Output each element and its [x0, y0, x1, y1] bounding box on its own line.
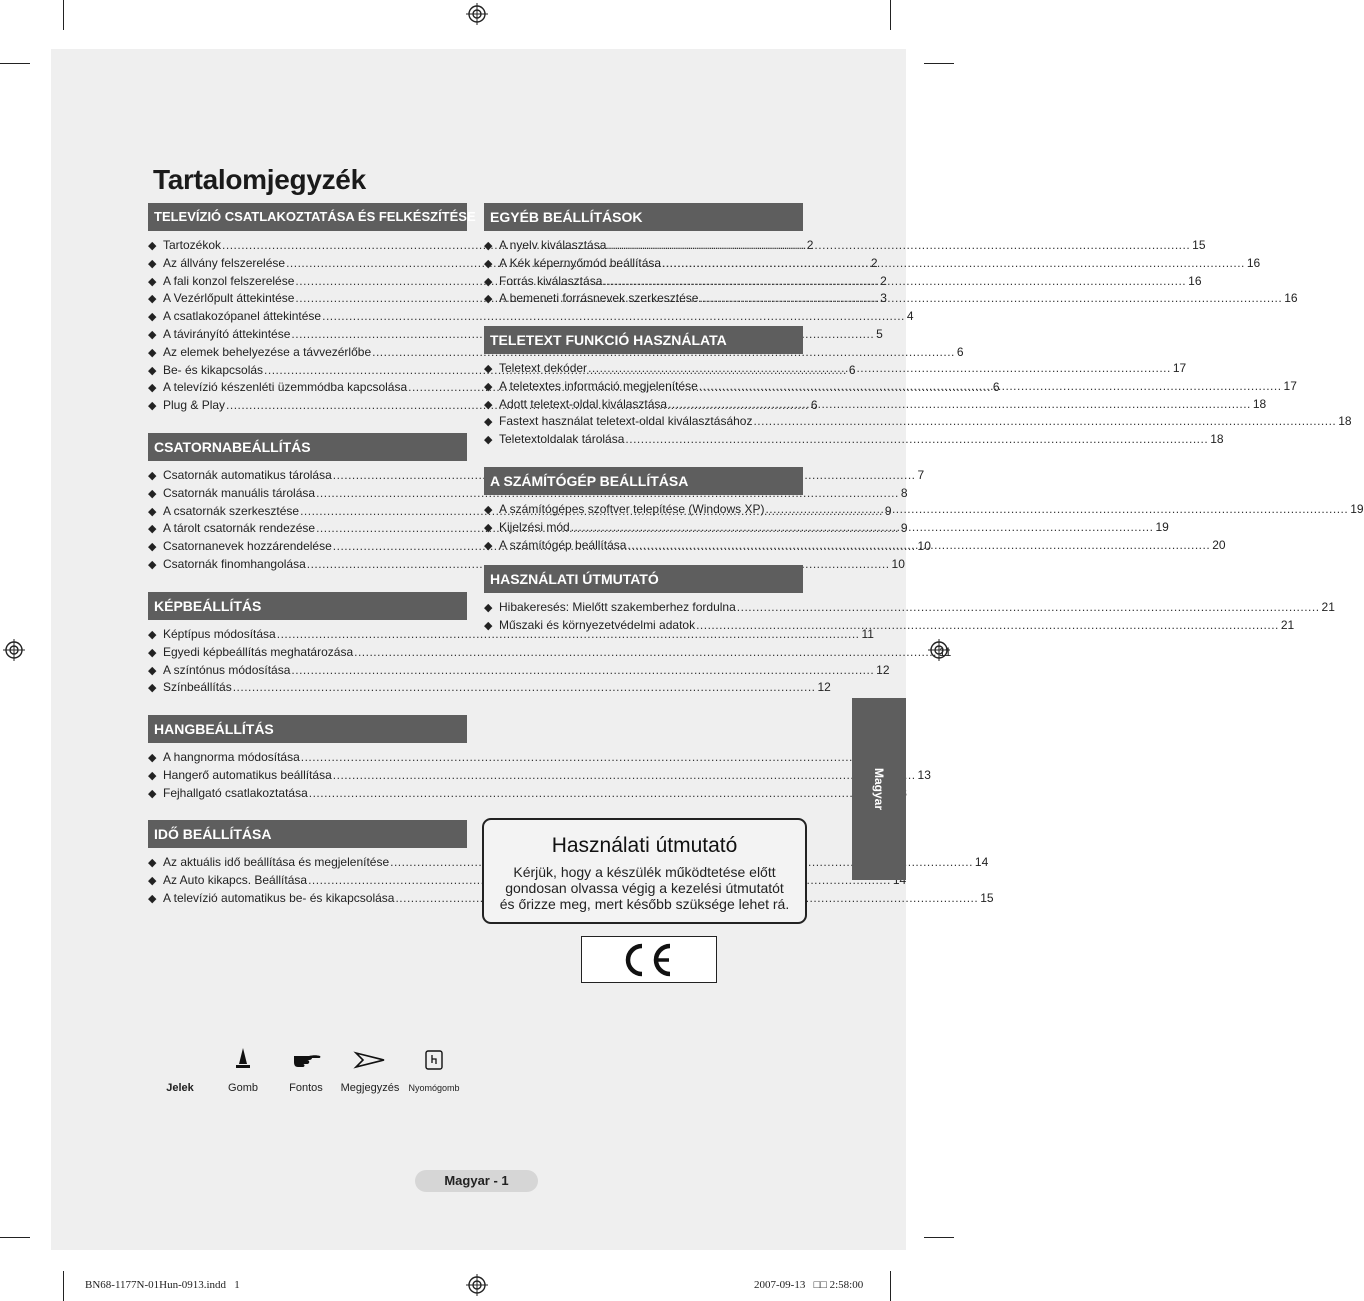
- crop-mark-top-right-v: [890, 0, 891, 30]
- toc-entry-label: Hibakeresés: Mielőtt szakemberhez fordulna: [499, 600, 736, 614]
- dot-leader: [607, 237, 1190, 255]
- diamond-bullet-icon: ◆: [148, 769, 157, 782]
- diamond-bullet-icon: ◆: [148, 382, 157, 395]
- toc-entry-page: 19: [1155, 519, 1169, 534]
- toc-entry-label: Kijelzési mód: [499, 519, 570, 534]
- dot-leader: [309, 785, 892, 803]
- guide-title: Használati útmutató: [551, 834, 738, 857]
- language-side-tab: [852, 698, 906, 880]
- toc-entry-label: Csatornák finomhangolása: [163, 556, 306, 571]
- toc-entry: [148, 679, 831, 697]
- toc-entry-label: A teletextes információ megjelenítése: [499, 378, 698, 393]
- toc-entry-label: Tartozékok: [163, 238, 222, 252]
- toc-entry-page: 12: [817, 680, 831, 695]
- toc-entry: [484, 501, 1364, 519]
- side-tab-label: Magyar: [872, 767, 886, 811]
- toc-entry-page: 15: [980, 890, 994, 905]
- toc-entry-label: A Kék képernyőmód beállítása: [499, 255, 662, 270]
- toc-entry-page: 4: [906, 309, 914, 324]
- toc-entry-page: 10: [917, 539, 931, 554]
- diamond-bullet-icon: ◆: [484, 275, 493, 288]
- toc-entry-page: 6: [992, 380, 1000, 395]
- toc-entry-label: A fali konzol felszerelése: [163, 273, 295, 288]
- dot-leader: [737, 599, 1320, 617]
- toc-entry: [148, 785, 467, 803]
- toc-entry-page: 2: [880, 273, 887, 288]
- section-heading: HANGBEÁLLÍTÁS: [148, 715, 467, 743]
- button-symbol-icon: [233, 1046, 253, 1072]
- dot-leader: [301, 749, 884, 767]
- guide-text-line: és őrizze meg, mert később szüksége lehet rá.: [499, 896, 790, 912]
- toc-entry-label: A Vezérlőpult áttekintése: [163, 291, 295, 306]
- toc-entry-label: Műszaki és környezetvédelmi adatok: [499, 617, 696, 632]
- toc-entry: [148, 767, 931, 785]
- diamond-bullet-icon: ◆: [484, 416, 493, 429]
- dot-leader: [699, 290, 1282, 308]
- toc-entry-label: Csatornák manuális tárolása: [163, 485, 316, 500]
- toc-entry-label: Hangerő automatikus beállítása: [163, 767, 332, 782]
- toc-entry-page: 2: [806, 238, 814, 252]
- toc-entry-page: 18: [1210, 432, 1224, 447]
- toc-entry: [148, 872, 467, 890]
- toc-entry-label: A hangnorma módosítása: [163, 750, 300, 764]
- diamond-bullet-icon: ◆: [148, 470, 157, 482]
- toc-entry-page: 16: [1284, 291, 1298, 306]
- pointing-hand-icon: [292, 1050, 322, 1068]
- guide-text-line: Kérjük, hogy a készülék működtetése előtt: [513, 864, 776, 880]
- push-button-icon: [425, 1050, 443, 1070]
- toc-entry-label: A televízió készenléti üzemmódba kapcsolása: [163, 380, 408, 395]
- toc-entry: [484, 413, 1352, 431]
- toc-entry-label: Színbeállítás: [163, 680, 232, 695]
- diamond-bullet-icon: ◆: [148, 328, 157, 341]
- toc-entry: [484, 290, 1298, 308]
- toc-entry-page: 15: [1192, 238, 1206, 252]
- dot-leader: [662, 255, 1245, 273]
- diamond-bullet-icon: ◆: [148, 874, 157, 887]
- toc-entry-label: A számítógép beállítása: [499, 537, 627, 552]
- toc-entry: [484, 360, 1187, 378]
- toc-list: [148, 626, 952, 697]
- toc-entry-page: 13: [917, 767, 931, 782]
- toc-entry-page: 9: [900, 521, 908, 536]
- diamond-bullet-icon: ◆: [148, 892, 157, 905]
- guide-text-line: gondosan olvassa végig a kezelési útmutatót: [505, 880, 784, 896]
- toc-entry-page: 16: [1246, 255, 1261, 270]
- toc-entry-page: 10: [891, 556, 905, 571]
- diamond-bullet-icon: ◆: [148, 487, 157, 500]
- guide-text: [484, 864, 805, 912]
- diamond-bullet-icon: ◆: [148, 857, 157, 869]
- ce-mark-icon: [582, 937, 716, 982]
- dot-leader: [322, 308, 905, 326]
- crop-mark-bottom-right-h: [924, 1237, 954, 1238]
- toc-entry: [484, 431, 1224, 449]
- crop-mark-bottom-left-h: [0, 1237, 30, 1238]
- diamond-bullet-icon: ◆: [148, 240, 157, 252]
- dot-leader: [603, 273, 1186, 291]
- dot-leader: [354, 644, 937, 662]
- toc-entry-page: 19: [1350, 502, 1364, 516]
- toc-entry-page: 8: [900, 485, 908, 500]
- section-heading: KÉPBEÁLLÍTÁS: [148, 592, 467, 620]
- print-slug-filename: BN68-1177N-01Hun-0913.indd 1: [85, 1279, 240, 1291]
- diamond-bullet-icon: ◆: [484, 257, 493, 270]
- toc-entry: [148, 556, 905, 574]
- diamond-bullet-icon: ◆: [148, 505, 157, 518]
- toc-entry-label: Az elemek behelyezése a távvezérlőbe: [163, 344, 372, 359]
- toc-entry-label: A számítógépes szoftver telepítése (Windows XP): [499, 502, 765, 516]
- crop-mark-bottom-right-v: [890, 1271, 891, 1301]
- diamond-bullet-icon: ◆: [148, 364, 157, 377]
- toc-entry-page: 6: [956, 344, 964, 359]
- dot-leader: [233, 679, 816, 697]
- toc-entry: [148, 662, 890, 680]
- toc-entry-page: 2: [870, 255, 878, 270]
- diamond-bullet-icon: ◆: [484, 240, 493, 252]
- diamond-bullet-icon: ◆: [148, 664, 157, 677]
- page-title: Tartalomjegyzék: [153, 164, 366, 195]
- diamond-bullet-icon: ◆: [148, 293, 157, 306]
- toc-entry: [148, 644, 952, 662]
- toc-section: [484, 203, 1298, 308]
- toc-entry-page: 17: [1283, 378, 1297, 393]
- toc-entry-label: Fastext használat teletext-oldal kiválasztásához: [499, 414, 753, 429]
- diamond-bullet-icon: ◆: [148, 541, 157, 554]
- diamond-bullet-icon: ◆: [484, 293, 493, 306]
- toc-entry-page: 11: [938, 644, 952, 659]
- toc-entry-label: Az aktuális idő beállítása és megjelenítése: [163, 855, 390, 869]
- toc-entry: [148, 749, 467, 767]
- toc-entry-page: 18: [1252, 396, 1267, 411]
- dot-leader: [588, 360, 1171, 378]
- dot-leader: [668, 396, 1251, 414]
- diamond-bullet-icon: ◆: [148, 787, 157, 800]
- toc-entry-label: A színtónus módosítása: [163, 662, 291, 677]
- toc-entry-label: A távirányító áttekintése: [163, 326, 291, 341]
- diamond-bullet-icon: ◆: [148, 257, 157, 270]
- diamond-bullet-icon: ◆: [484, 521, 493, 534]
- diamond-bullet-icon: ◆: [148, 523, 157, 536]
- diamond-bullet-icon: ◆: [484, 363, 493, 375]
- dot-leader: [571, 519, 1154, 537]
- toc-entry-label: A csatornák szerkesztése: [163, 503, 300, 518]
- toc-entry-page: 14: [974, 855, 989, 869]
- toc-entry-page: 17: [1172, 361, 1187, 375]
- toc-entry-page: 21: [1280, 617, 1295, 632]
- toc-entry: [484, 519, 1169, 537]
- toc-entry-label: A tárolt csatornák rendezése: [163, 521, 316, 536]
- section-heading: IDŐ BEÁLLÍTÁSA: [148, 820, 467, 848]
- toc-entry-label: Adott teletext-oldal kiválasztása: [499, 396, 668, 411]
- user-guide-notice: [482, 818, 807, 924]
- toc-entry-label: A bemeneti forrásnevek szerkesztése: [499, 291, 699, 306]
- toc-entry-label: Teletext dekóder: [499, 361, 588, 375]
- diamond-bullet-icon: ◆: [148, 646, 157, 659]
- toc-entry-page: 11: [861, 627, 874, 641]
- registration-mark-icon: [466, 1274, 488, 1296]
- toc-entry-label: Plug & Play: [163, 398, 226, 413]
- dot-leader: [627, 537, 1210, 555]
- toc-list: [484, 360, 1352, 449]
- crop-mark-top-right-h: [924, 63, 954, 64]
- diamond-bullet-icon: ◆: [484, 380, 493, 393]
- legend-item-label: Megjegyzés: [340, 1082, 400, 1094]
- note-arrow-icon: [355, 1052, 385, 1068]
- legend-item-label: Nyomógomb: [408, 1083, 460, 1093]
- toc-entry-label: Képtípus módosítása: [163, 627, 276, 641]
- legend-item-label: Gomb: [228, 1082, 258, 1094]
- toc-entry-page: 5: [876, 326, 883, 341]
- toc-section: [484, 326, 1352, 449]
- toc-entry-page: 21: [1321, 600, 1335, 614]
- toc-entry: [148, 308, 914, 326]
- diamond-bullet-icon: ◆: [148, 629, 157, 641]
- toc-entry: [484, 237, 1206, 255]
- toc-entry-label: A csatlakozópanel áttekintése: [163, 309, 322, 324]
- toc-entry-page: 16: [1188, 273, 1202, 288]
- diamond-bullet-icon: ◆: [148, 275, 157, 288]
- dot-leader: [333, 767, 916, 785]
- section-heading: A SZÁMÍTÓGÉP BEÁLLÍTÁSA: [484, 467, 803, 495]
- registration-mark-icon: [3, 639, 25, 661]
- toc-entry-page: 12: [876, 662, 890, 677]
- toc-list: [484, 237, 1298, 308]
- diamond-bullet-icon: ◆: [148, 346, 157, 359]
- section-heading: CSATORNABEÁLLÍTÁS: [148, 433, 467, 461]
- toc-entry: [484, 255, 1261, 273]
- dot-leader: [696, 617, 1279, 635]
- toc-entry-label: Csatornák automatikus tárolása: [163, 468, 332, 482]
- page-number-badge: Magyar - 1: [415, 1170, 538, 1192]
- toc-entry-page: 6: [848, 362, 856, 377]
- diamond-bullet-icon: ◆: [148, 311, 157, 324]
- diamond-bullet-icon: ◆: [484, 602, 493, 614]
- diamond-bullet-icon: ◆: [148, 682, 157, 695]
- toc-entry-page: 6: [810, 398, 818, 413]
- toc-entry-label: A nyelv kiválasztása: [499, 238, 607, 252]
- crop-mark-bottom-left-v: [63, 1271, 64, 1301]
- toc-entry: [484, 396, 1267, 414]
- toc-entry: [484, 273, 1202, 291]
- section-heading: TELEVÍZIÓ CSATLAKOZTATÁSA ÉS FELKÉSZÍTÉSE: [148, 203, 467, 231]
- toc-entry: [148, 485, 908, 503]
- toc-entry-label: Az állvány felszerelése: [163, 255, 286, 270]
- toc-entry-page: 9: [884, 503, 892, 518]
- toc-entry-page: 18: [1338, 414, 1352, 429]
- toc-entry-label: A televízió automatikus be- és kikapcsolása: [163, 890, 395, 905]
- legend-label: Jelek: [166, 1082, 194, 1094]
- diamond-bullet-icon: ◆: [484, 619, 493, 632]
- toc-entry-label: Csatornanevek hozzárendelése: [163, 539, 332, 554]
- toc-entry-label: Egyedi képbeállítás meghatározása: [163, 644, 354, 659]
- crop-mark-top-left-v: [63, 0, 64, 30]
- toc-entry: [148, 626, 874, 644]
- diamond-bullet-icon: ◆: [484, 539, 493, 552]
- diamond-bullet-icon: ◆: [484, 504, 493, 516]
- toc-entry-page: 3: [880, 291, 887, 306]
- dot-leader: [625, 431, 1208, 449]
- registration-mark-icon: [466, 3, 488, 25]
- toc-entry: [148, 344, 964, 362]
- toc-entry-page: 7: [917, 468, 925, 482]
- dot-leader: [753, 413, 1336, 431]
- dot-leader: [699, 378, 1282, 396]
- toc-entry-label: Teletextoldalak tárolása: [499, 432, 625, 447]
- section-heading: TELETEXT FUNKCIÓ HASZNÁLATA: [484, 326, 803, 354]
- toc-entry: [484, 378, 1297, 396]
- crop-mark-top-left-h: [0, 63, 30, 64]
- diamond-bullet-icon: ◆: [148, 752, 157, 764]
- toc-entry-label: Be- és kikapcsolás: [163, 362, 264, 377]
- toc-entry-label: Forrás kiválasztása: [499, 273, 603, 288]
- section-heading: HASZNÁLATI ÚTMUTATÓ: [484, 565, 803, 593]
- toc-entry-label: Fejhallgató csatlakoztatása: [163, 785, 308, 800]
- legend-item-label: Fontos: [289, 1082, 323, 1094]
- diamond-bullet-icon: ◆: [148, 558, 157, 571]
- section-heading: EGYÉB BEÁLLÍTÁSOK: [484, 203, 803, 231]
- dot-leader: [291, 662, 874, 680]
- dot-leader: [765, 501, 1348, 519]
- print-slug-timestamp: 2007-09-13 □□ 2:58:00: [754, 1279, 864, 1291]
- toc-entry: [484, 599, 1335, 617]
- diamond-bullet-icon: ◆: [484, 398, 493, 411]
- ce-mark-box: [581, 936, 717, 983]
- toc-entry-page: 20: [1212, 537, 1226, 552]
- diamond-bullet-icon: ◆: [148, 400, 157, 413]
- toc-entry-label: Az Auto kikapcs. Beállítása: [163, 872, 308, 887]
- diamond-bullet-icon: ◆: [484, 434, 493, 447]
